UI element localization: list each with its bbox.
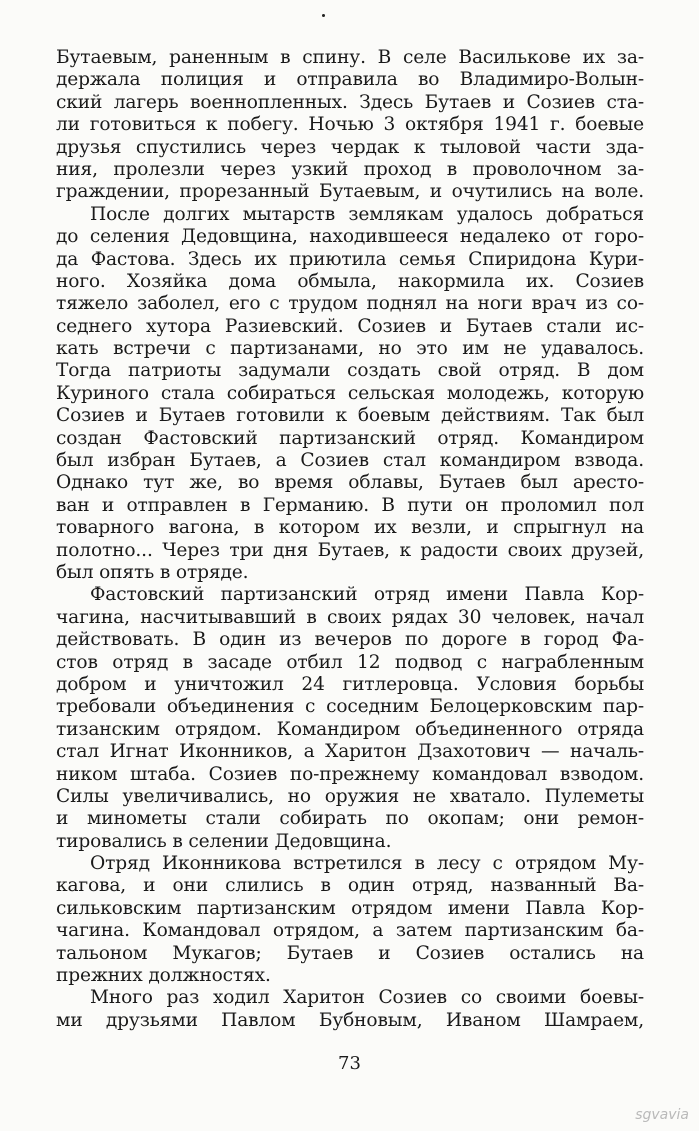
text-line: Однако тут же, во время облавы, Бутаев был аресто- [56,472,644,494]
text-line: Куриного стала собираться сельская молодежь, которую [56,382,644,404]
text-line: сильковским партизанским отрядом имени Павла Кор- [56,897,644,919]
text-line: держала полиция и отправила во Владимиро-Волын- [56,69,644,91]
text-line: Фастовский партизанский отряд имени Павла Кор- [90,584,644,606]
text-line: товарного вагона, в котором их везли, и спрыгнул на [56,517,644,539]
text-line: добром и уничтожил 24 гитлеровца. Условия борьбы [56,673,644,695]
text-line: кагова, и они слились в один отряд, названный Ва- [56,875,644,897]
text-line: чагина. Командовал отрядом, а затем партизанским ба- [56,920,644,942]
text-line: друзья спустились через чердак к тыловой части зда- [56,136,644,158]
text-line: Отряд Иконникова встретился в лесу с отрядом Му- [90,853,644,875]
text-line: ли готовиться к побегу. Ночью 3 октября 1941 г. боевые [56,114,644,136]
text-line: до селения Дедовщина, находившееся недалеко от горо- [56,226,644,248]
text-line: граждении, прорезанный Бутаевым, и очутились на воле. [56,181,644,203]
text-line: Бутаевым, раненным в спину. В селе Василькове их за- [56,47,644,68]
text-line: стал Игнат Иконников, а Харитон Дзахотович — началь- [56,741,644,763]
text-line: полотно... Через три дня Бутаев, к радости своих друзей, [56,539,644,561]
text-line: Тогда патриоты задумали создать свой отряд. В дом [56,360,644,382]
text-line: тировались в селении Дедовщина. [56,830,392,852]
text-line: ми друзьями Павлом Бубновым, Иваном Шамраем, [56,1009,644,1031]
text-line: ного. Хозяйка дома обмыла, накормила их. Созиев [56,270,644,292]
text-line: ния, пролезли через узкий проход в проволочном за- [56,158,644,180]
text-line: кать встречи с партизанами, но это им не удавалось. [56,338,644,360]
paragraph-4 [56,853,644,987]
paragraph-2 [56,204,644,585]
text-line: создан Фастовский партизанский отряд. Командиром [56,427,644,449]
text-line: тизанским отрядом. Командиром объединенного отряда [56,718,644,740]
text-line: стов отряд в засаде отбил 12 подвод с награбленным [56,651,644,673]
paragraph-1 [56,47,644,204]
text-line: ван и отправлен в Германию. В пути он проломил пол [56,494,644,516]
text-line: тяжело заболел, его с трудом поднял на ноги врач из со- [56,293,644,315]
text-line: седнего хутора Разиевский. Созиев и Бутаев стали ис- [56,315,644,337]
body-text [56,47,644,1032]
text-line: После долгих мытарств землякам удалось добраться [90,203,644,225]
text-line: был опять в отряде. [56,561,249,583]
text-line: Силы увеличивались, но оружия не хватало. Пулеметы [56,785,644,807]
print-speck [322,14,325,17]
text-line: чагина, насчитывавший в своих рядах 30 человек, начал [56,606,644,628]
watermark: sgvavia [635,1107,689,1123]
text-line: Много раз ходил Харитон Созиев со своими боевы- [90,987,644,1009]
text-line: тальоном Мукагов; Бутаев и Созиев остались на [56,942,644,964]
text-line: прежних должностях. [56,965,271,987]
text-line: Созиев и Бутаев готовили к боевым действиям. Так был [56,405,644,427]
text-line: был избран Бутаев, а Созиев стал командиром взвода. [56,450,644,472]
page-number: 73 [338,1053,361,1074]
text-line: требовали объединения с соседним Белоцерковским пар- [56,696,644,718]
text-line: ником штаба. Созиев по-прежнему командовал взводом. [56,763,644,785]
text-line: ский лагерь военнопленных. Здесь Бутаев и Созиев ста- [56,91,644,113]
text-line: и минометы стали собирать по окопам; они ремон- [56,808,644,830]
text-line: действовать. В один из вечеров по дороге в город Фа- [56,629,644,651]
paragraph-5 [56,987,644,1032]
text-line: да Фастова. Здесь их приютила семья Спиридона Кури- [56,248,644,270]
paragraph-3 [56,584,644,853]
